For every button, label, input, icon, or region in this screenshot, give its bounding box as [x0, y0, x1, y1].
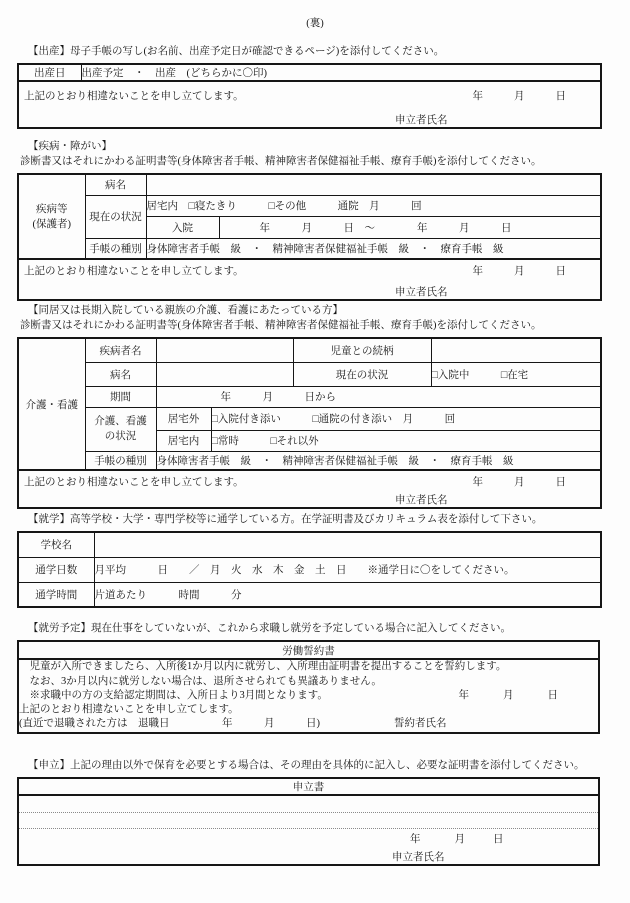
month-label: 月: [514, 91, 525, 102]
care-notebook-types: 身体障害者手帳 級 ・ 精神障害者保健福祉手帳 級 ・ 療育手帳 級: [156, 451, 601, 470]
birth-date-label: 出産日: [18, 64, 81, 81]
illness-statement-text: 上記のとおり相違ないことを申し立てします。: [24, 266, 244, 277]
work-pledge-line2: なお、3か月以内に就労しない場合は、退所させられても異議ありません。: [19, 675, 382, 687]
school-days-value: 月平均 日 ／ 月 火 水 木 金 土 日 ※通学日に〇をしてください。: [94, 557, 601, 582]
appeal-declarant-label: 申立者氏名: [392, 851, 445, 863]
day-label: 日: [555, 477, 566, 488]
appeal-heading: 【申立】上記の理由以外で保育を必要とする場合は、その理由を具体的に記入し、必要な証明書を添付してください。: [28, 760, 585, 771]
illness-disease-label: 病名: [85, 174, 146, 195]
appeal-table: [17, 777, 600, 866]
year-label: 年: [472, 477, 483, 488]
illness-hospital-dates: 年 月 日 ～ 年 月 日: [219, 216, 601, 238]
work-retire-date-text: (直近で退職された方は 退職日 年 月 日): [19, 718, 320, 730]
day-label: 日: [555, 266, 566, 277]
care-period-value: 年 月 日から: [156, 386, 601, 407]
care-out-label: 居宅外: [156, 407, 211, 430]
care-disease-input-cell: [156, 362, 293, 386]
month-label: 月: [514, 477, 525, 488]
care-care-status-label-1: 介護、看護: [94, 416, 147, 427]
month-label: 月: [503, 689, 514, 701]
care-relation-input-cell: [431, 338, 601, 362]
work-pledge-line5: [19, 717, 598, 731]
care-in-options: □常時 □それ以外: [211, 430, 601, 451]
day-label: 日: [547, 689, 558, 701]
school-name-input-cell: [94, 532, 601, 557]
illness-notebook-types: 身体障害者手帳 級 ・ 精神障害者保健福祉手帳 級 ・ 療育手帳 級: [146, 238, 601, 259]
birth-heading: 【出産】母子手帳の写し(お名前、出産予定日が確認できるページ)を添付してください。: [28, 46, 445, 57]
school-days-label: 通学日数: [18, 557, 94, 582]
work-signer-label: 誓約者氏名: [394, 718, 447, 730]
work-pledge-line1: 児童が入所できましたら、入所後1か月以内に就労し、入所理由証明書を提出することを誓約します。: [19, 661, 507, 673]
care-status-options: □入院中 □在宅: [431, 362, 601, 386]
month-label: 月: [514, 266, 525, 277]
illness-statement-cell: [18, 259, 601, 300]
illness-status-label: 現在の状況: [85, 195, 146, 238]
work-pledge-line3-text: ※求職中の方の支給認定期間は、入所日より3月間となります。: [19, 689, 328, 701]
care-heading: 【同居又は長期入院している親族の介護、看護にあたっている方】: [28, 305, 343, 316]
illness-home-row: [146, 195, 601, 216]
work-pledge-body: [18, 659, 599, 733]
day-label: 日: [493, 833, 504, 845]
illness-side-label-1: 疾病等: [36, 203, 68, 215]
birth-statement-cell: [18, 81, 601, 128]
section-appeal: [17, 758, 600, 866]
care-declarant-label: 申立者氏名: [395, 495, 448, 506]
care-subheading: 診断書又はそれにかわる証明書等(身体障害者手帳、精神障害者保健福祉手帳、療育手帳)を添付してください。: [20, 320, 542, 331]
birth-declarant-label: 申立者氏名: [395, 115, 448, 126]
appeal-writing-line-2: [18, 812, 599, 828]
care-statement-cell: [18, 470, 601, 508]
birth-table: [17, 63, 602, 129]
section-care: [17, 303, 600, 509]
illness-heading: 【疾病・障がい】: [28, 141, 112, 152]
section-birth: [17, 44, 600, 129]
illness-disease-input-cell: [146, 174, 601, 195]
care-patient-input-cell: [156, 338, 293, 362]
care-care-status-label: [85, 407, 156, 451]
illness-table: [17, 173, 602, 301]
section-illness: [17, 139, 600, 301]
appeal-writing-line-1: [18, 795, 599, 812]
care-side-label: 介護・看護: [18, 338, 85, 470]
appeal-title: 申立書: [18, 778, 599, 795]
illness-side-label: [18, 174, 85, 259]
appeal-signature-cell: [18, 828, 599, 865]
work-date-blanks: [459, 689, 559, 703]
appeal-date-blanks: [19, 831, 598, 846]
illness-home-options: □寝たきり □その他 通院 月 回: [188, 201, 422, 212]
work-pledge-line4: 上記のとおり相違ないことを申し立てします。: [19, 704, 239, 716]
section-school: [17, 512, 600, 608]
illness-declarant-label: 申立者氏名: [395, 287, 448, 298]
birth-date-options: 出産予定 ・ 出産 (どちらかに〇印): [81, 64, 601, 81]
illness-notebook-label: 手帳の種別: [85, 238, 146, 259]
day-label: 日: [555, 91, 566, 102]
care-table: [17, 337, 602, 509]
year-label: 年: [472, 91, 483, 102]
work-pledge-line3: [19, 689, 598, 703]
care-notebook-label: 手帳の種別: [85, 451, 156, 470]
care-relation-label: 児童との続柄: [293, 338, 431, 362]
care-status-label: 現在の状況: [293, 362, 431, 386]
school-name-label: 学校名: [18, 532, 94, 557]
school-heading: 【就学】高等学校・大学・専門学校等に通学している方。在学証明書及びカリキュラム表を添付して下さい。: [28, 514, 543, 525]
illness-home-label: 居宅内: [146, 201, 178, 212]
year-label: 年: [410, 833, 421, 845]
illness-subheading: 診断書又はそれにかわる証明書等(身体障害者手帳、精神障害者保健福祉手帳、療育手帳)を添付してください。: [20, 156, 542, 167]
birth-statement-text: 上記のとおり相違ないことを申し立てします。: [24, 91, 244, 102]
illness-date-blanks: [473, 263, 567, 278]
month-label: 月: [454, 833, 465, 845]
year-label: 年: [458, 689, 469, 701]
care-out-options: □入院付き添い □通院の付き添い 月 回: [211, 407, 601, 430]
care-statement-text: 上記のとおり相違ないことを申し立てします。: [24, 477, 244, 488]
care-date-blanks: [473, 474, 567, 489]
care-patient-label: 疾病者名: [85, 338, 156, 362]
school-table: [17, 531, 602, 608]
care-care-status-label-2: の状況: [104, 431, 137, 442]
page-side-label: (裏): [306, 18, 324, 29]
care-period-label: 期間: [85, 386, 156, 407]
work-heading: 【就労予定】現在仕事をしていないが、これから求職し就労を予定している場合に記入してください。: [28, 623, 511, 634]
section-work: [17, 621, 600, 734]
care-in-label: 居宅内: [156, 430, 211, 451]
work-pledge-table: [17, 640, 600, 734]
work-pledge-title: 労働誓約書: [18, 641, 599, 659]
birth-date-blanks: [473, 88, 567, 103]
school-time-value: 片道あたり 時間 分: [94, 582, 601, 607]
year-label: 年: [472, 266, 483, 277]
illness-side-label-2: (保護者): [32, 218, 71, 230]
care-disease-label: 病名: [85, 362, 156, 386]
illness-hospital-label: 入院: [146, 216, 219, 238]
school-time-label: 通学時間: [18, 582, 94, 607]
